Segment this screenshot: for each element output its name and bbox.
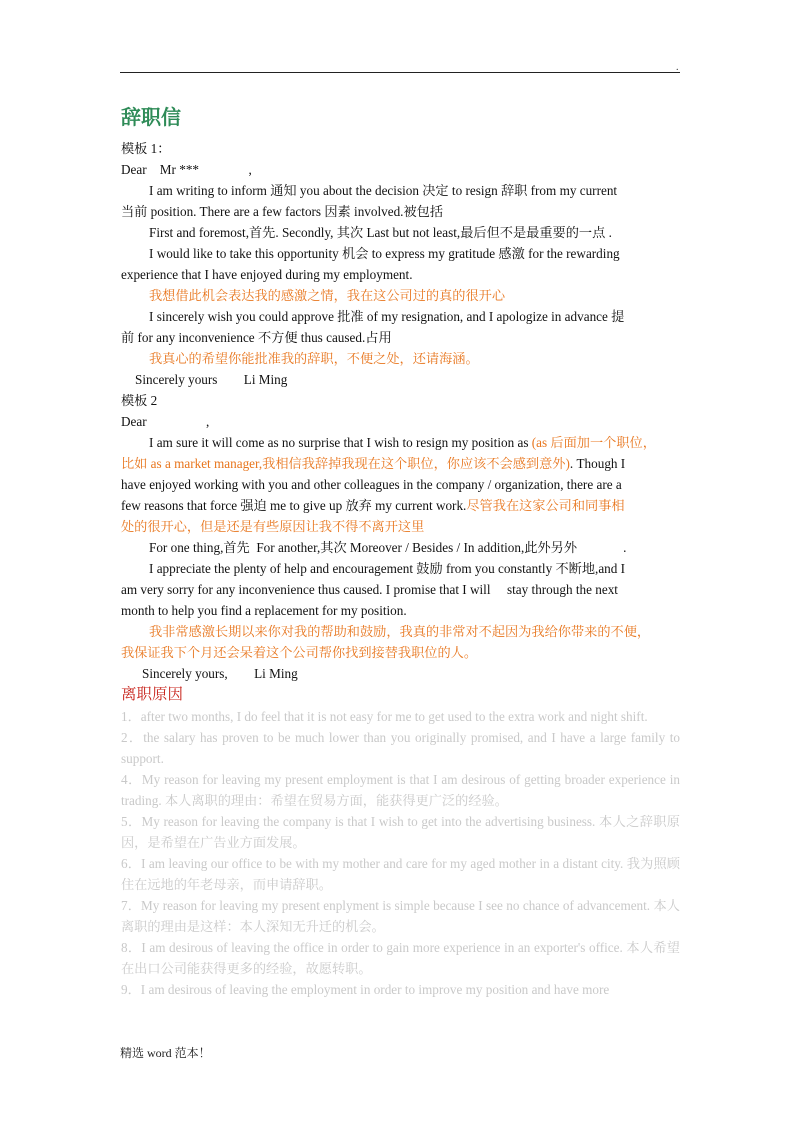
list-item: 6．I am leaving our office to be with my mother and care for my aged mother in a distant city. 我为照顾住在远地的年老母亲，而申请辞职。 [121, 856, 680, 892]
document-body [121, 104, 680, 1021]
template1-p4-translation: 我真心的希望你能批准我的辞职，不便之处，还请海涵。 [149, 351, 479, 366]
template2-p1-line2 [121, 453, 680, 474]
template1-p1-line1: I am writing to inform 通知 you about the decision 决定 to resign 辞职 from my current [149, 183, 618, 198]
template2-label: 模板 2 [121, 393, 158, 408]
template2-p1-line1 [121, 432, 680, 453]
template2-p1-line4 [121, 495, 680, 516]
template1-p4-line2: 前 for any inconvenience 不方便 thus caused.占用 [121, 330, 392, 345]
template1-p3-line1: I would like to take this opportunity 机会 to express my gratitude 感激 for the rewarding [149, 246, 620, 261]
template1-p3-line2: experience that I have enjoyed during my employment. [121, 267, 413, 282]
template1-p1-line2: 当前 position. There are a few factors 因素 involved.被包括 [121, 204, 444, 219]
template2-p1-though: . Though I [569, 456, 626, 471]
list-item: 7．My reason for leaving my present enplyment is simple because I see no chance of advancement. 本人离职的理由是这样：本人深知无升迁的机会。 [121, 898, 680, 934]
reasons-list [121, 706, 680, 1021]
page-title: 辞职信 [121, 107, 181, 129]
template2-p3-translation-2: 我保证我下个月还会呆着这个公司帮你找到接替我职位的人。 [121, 645, 478, 660]
list-item: 9．I am desirous of leaving the employment in order to improve my position and have more [121, 982, 610, 997]
template2-p1-line4-translation: 尽管我在这家公司和同事相 [466, 498, 625, 513]
template2-p2: For one thing,首先 For another,其次 Moreover / Besides / In addition,此外另外 . [149, 540, 627, 555]
template2-salutation: Dear , [121, 414, 210, 429]
template2-p1-line4-text: few reasons that force 强迫 me to give up 放弃 my current work. [121, 498, 467, 513]
header-rule [120, 72, 680, 73]
template2-p3-line1: I appreciate the plenty of help and encouragement 鼓励 from you constantly 不断地,and I [149, 561, 626, 576]
template2-p3-translation-1: 我非常感激长期以来你对我的帮助和鼓励，我真的非常对不起因为我给你带来的不便， [149, 624, 651, 639]
list-item: 8．I am desirous of leaving the office in order to gain more experience in an exporter's office. 本人希望在出口公司能获得更多的经验，故愿转职。 [121, 940, 680, 976]
template2-closing: Sincerely yours, Li Ming [142, 666, 298, 681]
reasons-heading: 离职原因 [121, 686, 184, 703]
template1-label: 模板 1： [121, 141, 171, 156]
template2-p1-note-start: (as 后面加一个职位， [531, 435, 656, 450]
template1-p3-translation: 我想借此机会表达我的感激之情，我在这公司过的真的很开心 [149, 288, 506, 303]
template2-p1-note: 比如 as a market manager,我相信我辞掉我现在这个职位，你应该不会感到意外) [121, 456, 570, 471]
template1-salutation: Dear Mr *** , [121, 162, 252, 177]
list-item: 4．My reason for leaving my present employment is that I am desirous of getting broader experience in trading. 本人离职的理由：希望在贸易方面，能获得更广泛的经验。 [121, 772, 680, 808]
template2-p1-line3: have enjoyed working with you and other colleagues in the company / organization, there are a [121, 477, 622, 492]
page-footer: 精选 word 范本！ [120, 1046, 211, 1060]
page-mark: . [676, 62, 679, 73]
list-item: 5．My reason for leaving the company is that I wish to get into the advertising business. 本人之辞职原因，是希望在广告业方面发展。 [121, 814, 680, 850]
list-item: 2．the salary has proven to be much lower than you originally promised, and I have a large family to support. [121, 730, 680, 766]
template1-p4-line1: I sincerely wish you could approve 批准 of my resignation, and I apologize in advance 提 [149, 309, 625, 324]
template2-p3-line3: month to help you find a replacement for my position. [121, 603, 407, 618]
template2-p3-line2: am very sorry for any inconvenience thus caused. I promise that I will stay through the next [121, 582, 618, 597]
template1-p2: First and foremost,首先. Secondly, 其次 Last but not least,最后但不是最重要的一点 . [149, 225, 612, 240]
template1-closing: Sincerely yours Li Ming [135, 372, 288, 387]
template2-p1-text: I am sure it will come as no surprise that I wish to resign my position as [149, 435, 532, 450]
list-item: 1．after two months, I do feel that it is not easy for me to get used to the extra work and night shift. [121, 709, 648, 724]
template2-p1-line5-translation: 处的很开心，但是还是有些原因让我不得不离开这里 [121, 519, 425, 534]
